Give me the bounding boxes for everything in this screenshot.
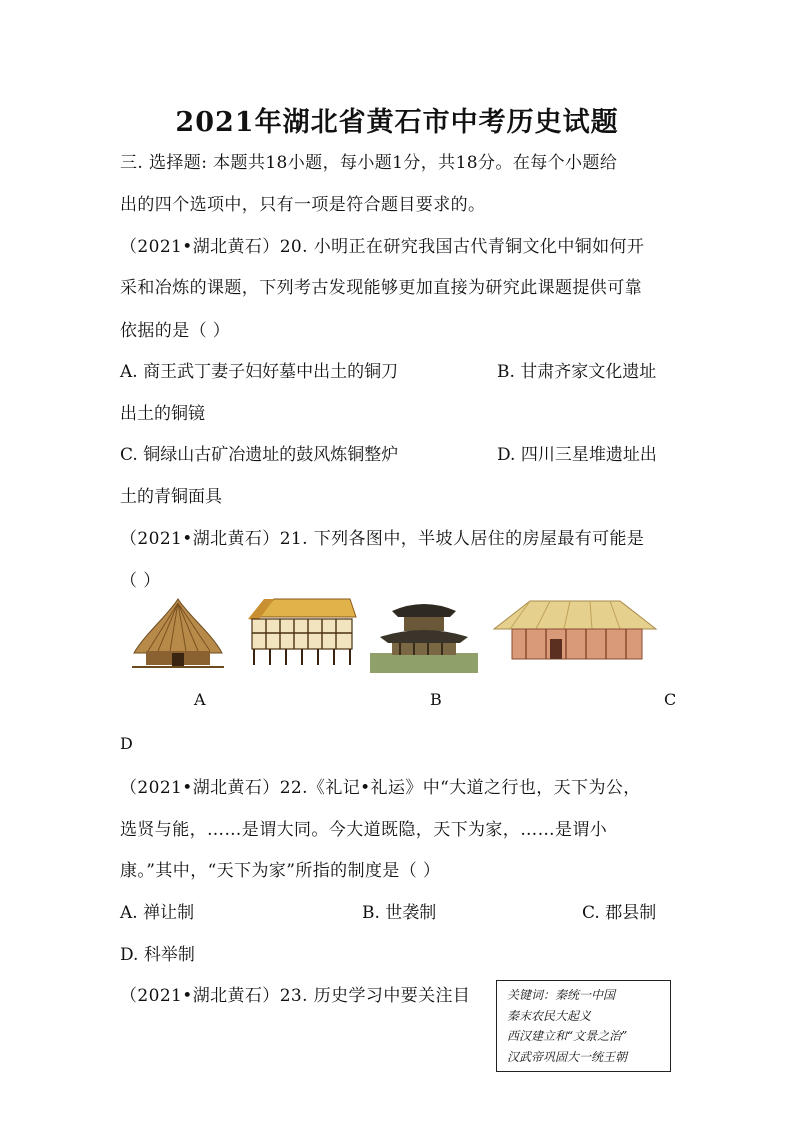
stilt-house-image (246, 595, 358, 667)
question-22-option-c: C. 郡县制 (582, 903, 657, 923)
question-20-option-b-cont: 出土的铜镜 (120, 404, 205, 424)
question-22-stem-line2: 选贤与能，……是谓大同。今大道既隐，天下为家，……是谓小 (120, 820, 608, 840)
option-label-c: C (664, 690, 677, 709)
question-23-stem-line1: （2021•湖北黄石）23. 历史学习中要关注目 (120, 986, 471, 1006)
question-20-option-d-cont: 土的青铜面具 (120, 487, 222, 507)
keywords-box (496, 980, 671, 1072)
question-22-option-a: A. 禅让制 (120, 903, 195, 923)
question-20-option-d: D. 四川三星堆遗址出 (497, 445, 657, 465)
option-label-d: D (120, 734, 133, 753)
question-21-stem-line2: （ ） (120, 571, 161, 591)
question-20-stem-line3: 依据的是（ ） (120, 321, 231, 341)
question-20-stem-line1: （2021•湖北黄石）20. 小明正在研究我国古代青铜文化中铜如何开 (120, 237, 645, 257)
question-22-option-b: B. 世袭制 (362, 903, 437, 923)
keyword-line: 秦末农民大起义 (507, 1008, 592, 1023)
keyword-line: 汉武帝巩固大一统王朝 (507, 1049, 628, 1064)
keyword-line: 西汉建立和“文景之治” (507, 1029, 628, 1043)
question-22-option-d: D. 科举制 (120, 945, 195, 965)
question-22-stem-line3: 康。”其中，“天下为家”所指的制度是（ ） (120, 861, 441, 881)
question-21-stem-line1: （2021•湖北黄石）21. 下列各图中，半坡人居住的房屋最有可能是 (120, 529, 645, 549)
question-20-stem-line2: 采和冶炼的课题，下列考古发现能够更加直接为研究此课题提供可靠 (120, 278, 642, 298)
chinese-palace-image (370, 595, 478, 673)
question-22-stem-line1: （2021•湖北黄石）22.《礼记•礼运》中“大道之行也，天下为公， (120, 778, 641, 798)
long-thatched-house-image (490, 595, 660, 667)
section-instructions-line2: 出的四个选项中，只有一项是符合题目要求的。 (120, 195, 486, 215)
option-label-a: A (194, 690, 206, 709)
question-20-option-a: A. 商王武丁妻子妇好墓中出土的铜刀 (120, 362, 399, 382)
thatched-round-hut-image (128, 595, 228, 673)
option-label-b: B (430, 690, 442, 709)
question-20-option-b: B. 甘肃齐家文化遗址 (497, 362, 657, 382)
question-20-option-c: C. 铜绿山古矿冶遗址的鼓风炼铜整炉 (120, 445, 399, 465)
page-title: 2021年湖北省黄石市中考历史试题 (175, 107, 619, 138)
keyword-line: 关键词：秦统一中国 (507, 988, 616, 1002)
section-instructions-line1: 三. 选择题: 本题共18小题，每小题1分，共18分。在每个小题给 (120, 153, 618, 173)
